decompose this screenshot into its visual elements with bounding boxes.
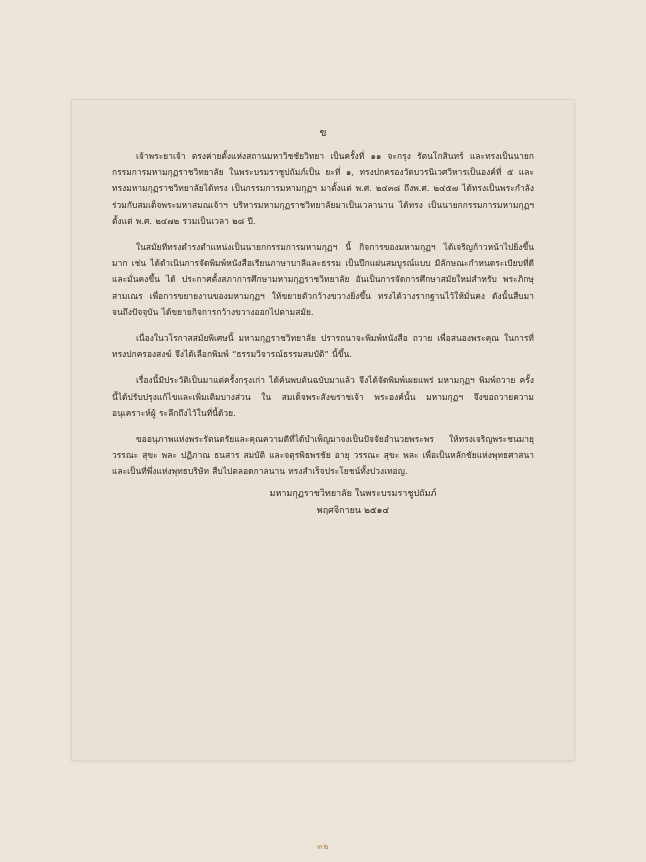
paragraph-3: เนื่องในวโรกาสสมัยพิเศษนี้ มหามกุฏราชวิทยาลัย ปรารถนาจะพิมพ์หนังสือ ถวาย เพื่อสนองพระคุณ ในการที่ทรงปกครองสงฆ์ จึงได้เลือกพิมพ์ “ธรรมวิจารณ์ธรรมสมบัติ” นี้ขึ้น.	[112, 333, 534, 360]
paragraph-2: ในสมัยที่ทรงดำรงตำแหน่งเป็นนายกกรรมการมหามกุฏฯ นี้ กิจการของมหามกุฏฯ ได้เจริญก้าวหน้าไปยิ่งขึ้นมาก เช่น ได้ดำเนินการจัดพิมพ์หนังสือเรียนภาษาบาลีและธรรม เป็นปึกแผ่นสมบูรณ์แบบ มีลักษณะกำหนดระเบียบที่ดีและมั่นคงขึ้น ได้ ประกาศตั้งสภาการศึกษามหามกุฏราชวิทยาลัย อันเป็นการจัดการศึกษาสมัยใหม่สำหรับ พระภิกษุสามเณร เพื่อการขยายงานของมหามกุฏฯ ให้ขยายตัวกว้างขวางยิ่งขึ้น ทรงได้วางรากฐานไว้ให้มั่นคง ดังนั้นสืบมาจนถึงปัจจุบัน ได้ขยายกิจการกว้างขวางออกไปตามสมัย.	[112, 242, 534, 317]
paragraph-4: เรื่องนี้มีประวัติเป็นมาแต่ครั้งกรุงเก่า ได้ค้นพบต้นฉบับมาแล้ว จึงได้จัดพิมพ์เผยแพร่ มหามกุฏฯ พิมพ์ถวาย ครั้งนี้ได้ปรับปรุงแก้ไขและเพิ่มเติมบางส่วน ใน สมเด็จพระสังฆราชเจ้า พระองค์นั้น มหามกุฏฯ จึงขอถวายความอนุเคราะห์ผู้ ระลึกถึงไว้ในที่นี้ด้วย.	[112, 375, 534, 418]
folio-number: ๓๒	[317, 842, 329, 851]
signature-block	[112, 486, 534, 520]
document-page	[72, 100, 574, 760]
page-mark: ข	[319, 128, 327, 139]
paragraph-1: เจ้าพระยาเจ้า ตรงค่ายตั้งแห่งสถานมหาวิชชัยวิทยา เป็นครั้งที่ ๑๑ จะกรุง รัตนโกสินทร์ และทรงเป็นนายกกรรมการมหามกุฏราชวิทยาลัย ในพระบรมราชูปถัมภ์เป็น ยะที่ ๑, ทรงปกครองวัดบวรนิเวศวิหารเป็นองค์ที่ ๕ และทรงมหามกุฏราชวิทยาลัยได้ทรง เป็นกรรมการมหามกุฏฯ มาตั้งแต่ พ.ศ. ๒๔๓๘ ถึงพ.ศ. ๒๔๕๗ ได้ทรงเป็นพระกำลัง ร่วมกับสมเด็จพระมหาสมณเจ้าฯ บริหารมหามกุฏราชวิทยาลัยมาเป็นเวลานาน ได้ทรง เป็นนายกกรรมการมหามกุฏฯ ตั้งแต่ พ.ศ. ๒๔๗๒ รวมเป็นเวลา ๒๘ ปี.	[112, 151, 534, 226]
paragraph-5: ขออนุภาพแห่งพระรัตนตรัยและคุณความดีที่ได้บำเพ็ญมาจงเป็นปัจจัยอำนวยพระพร ให้ทรงเจริญพระชนมายุ วรรณะ สุขะ พละ ปฏิภาณ ธนสาร สมบัติ และจตุรพิธพรชัย อายุ วรรณะ สุขะ พละ เพื่อเป็นหลักชัยแห่งพุทธศาสนา และเป็นที่พึ่งแห่งพุทธบริษัท สืบไปตลอดกาลนาน ทรงสำเร็จประโยชน์ทั้งปวงเทอญ.	[112, 434, 534, 477]
signature-date: พฤศจิกายน ๒๕๑๔	[316, 505, 390, 516]
signature-org: มหามกุฏราชวิทยาลัย ในพระบรมราชูปถัมภ์	[269, 488, 437, 499]
